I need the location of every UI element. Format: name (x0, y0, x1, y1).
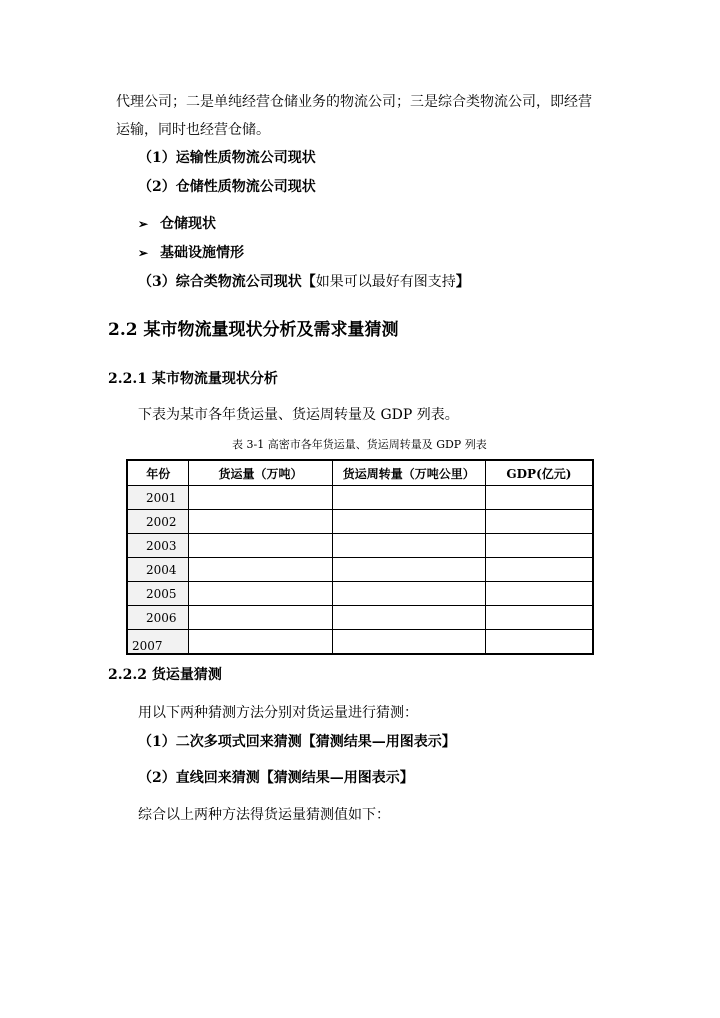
table-row (127, 630, 593, 655)
table-row (127, 582, 593, 606)
table-caption: 表 3-1 高密市各年货运量、货运周转量及 GDP 列表 (232, 438, 487, 451)
table-cell (485, 486, 593, 510)
table-row (127, 510, 593, 534)
section-2-2-2-heading: 2.2.2 货运量猜测 (108, 667, 222, 683)
bullet-item-2 (138, 243, 244, 263)
table-intro: 下表为某市各年货运量、货运周转量及 GDP 列表。 (138, 407, 459, 423)
table-cell (189, 534, 332, 558)
table-header-row (127, 460, 593, 486)
table-cell (332, 486, 485, 510)
table-cell (332, 582, 485, 606)
table-cell (332, 558, 485, 582)
section-2-2-heading: 2.2 某市物流量现状分析及需求量猜测 (108, 320, 399, 340)
table-cell (485, 630, 593, 655)
column-header: 货运周转量（万吨公里） (332, 460, 485, 486)
status-item-3 (138, 272, 470, 292)
forecast-intro: 用以下两种猜测方法分别对货运量进行猜测： (138, 705, 418, 721)
table-cell (189, 582, 332, 606)
column-header: 年份 (127, 460, 189, 486)
table-cell (332, 534, 485, 558)
status-item-1: （1）运输性质物流公司现状 (138, 150, 316, 166)
year-cell: 2004 (127, 558, 189, 582)
status-item-2: （2）仓储性质物流公司现状 (138, 179, 316, 195)
table-cell (485, 534, 593, 558)
table-cell (485, 510, 593, 534)
intro-line-2: 运输，同时也经营仓储。 (116, 122, 270, 138)
table-row (127, 486, 593, 510)
table-row (127, 558, 593, 582)
year-cell: 2001 (127, 486, 189, 510)
table-cell (332, 606, 485, 630)
table-row (127, 606, 593, 630)
intro-line-1: 代理公司；二是单纯经营仓储业务的物流公司；三是综合类物流公司，即经营 (116, 94, 592, 110)
table-row (127, 534, 593, 558)
arrow-bullet-icon: ➢ (138, 246, 149, 260)
status-item-3-note: 如果可以最好有图支持 (315, 274, 456, 290)
table-cell (332, 630, 485, 655)
method-2: （2）直线回来猜测【猜测结果—用图表示】 (138, 770, 414, 786)
table-cell (189, 510, 332, 534)
status-item-3-close: 】 (455, 274, 470, 290)
status-item-3-bold: （3）综合类物流公司现状【 (138, 274, 316, 290)
bullet-item-1-label: 仓储现状 (160, 216, 216, 232)
year-cell: 2003 (127, 534, 189, 558)
table-cell (189, 606, 332, 630)
column-header: GDP(亿元) (485, 460, 593, 486)
year-cell: 2005 (127, 582, 189, 606)
table-cell (485, 582, 593, 606)
table-cell (485, 606, 593, 630)
table-cell (485, 558, 593, 582)
method-1: （1）二次多项式回来猜测【猜测结果—用图表示】 (138, 734, 456, 750)
column-header: 货运量（万吨） (189, 460, 332, 486)
table-cell (189, 558, 332, 582)
arrow-bullet-icon: ➢ (138, 217, 149, 231)
year-cell: 2007 (127, 630, 189, 655)
table-cell (189, 486, 332, 510)
table-cell (189, 630, 332, 655)
bullet-item-2-label: 基础设施情形 (160, 245, 244, 261)
section-2-2-1-heading: 2.2.1 某市物流量现状分析 (108, 371, 278, 387)
year-cell: 2002 (127, 510, 189, 534)
freight-table (126, 459, 594, 655)
forecast-summary: 综合以上两种方法得货运量猜测值如下： (138, 807, 390, 823)
bullet-item-1 (138, 214, 216, 234)
table-cell (332, 510, 485, 534)
year-cell: 2006 (127, 606, 189, 630)
